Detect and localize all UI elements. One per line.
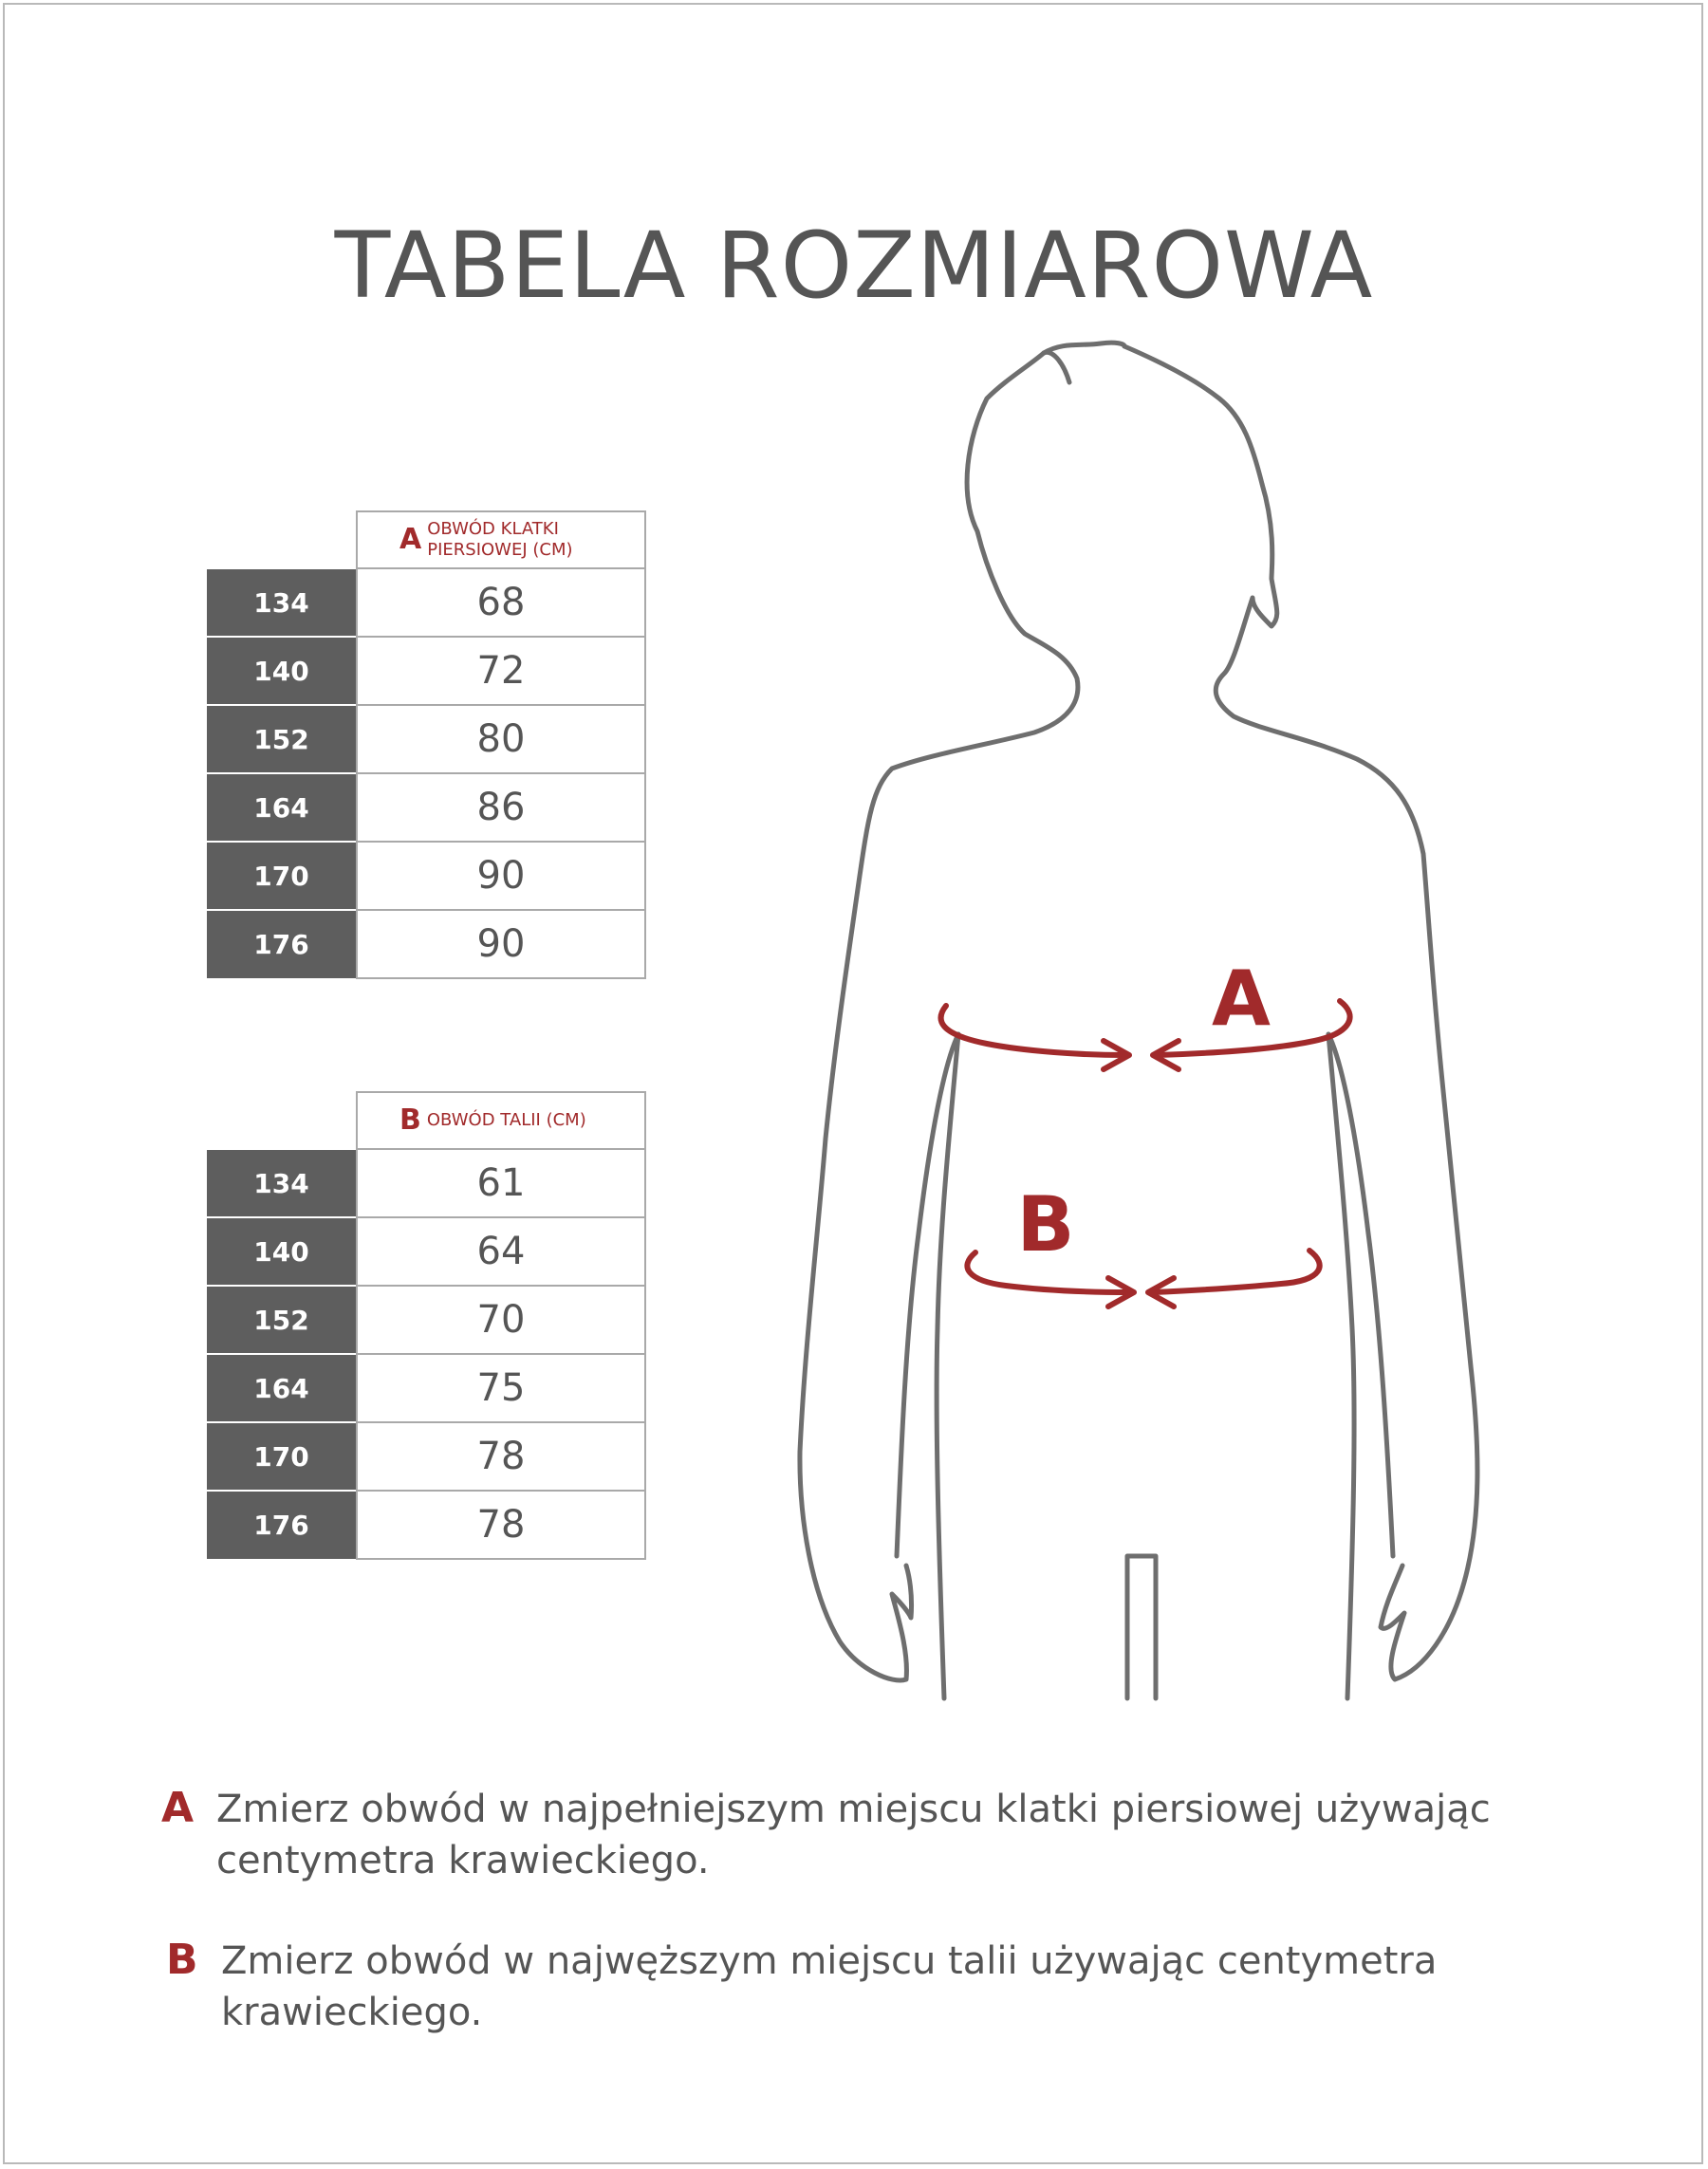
table-row (207, 1422, 645, 1491)
value-cell: 78 (357, 1491, 645, 1559)
header-label: OBWÓD KLATKI PIERSIOWEJ (CM) (427, 519, 573, 560)
torso-right (1328, 1034, 1354, 1698)
header-letter: A (399, 523, 422, 556)
crotch-line (1127, 1556, 1156, 1698)
note-letter: A (161, 1784, 195, 1832)
value-cell: 70 (357, 1286, 645, 1354)
table-row (207, 1354, 645, 1422)
body-figure (778, 323, 1509, 1717)
value-cell: 61 (357, 1149, 645, 1217)
size-cell: 164 (207, 1354, 357, 1422)
size-cell: 140 (207, 637, 357, 705)
size-cell: 176 (207, 1491, 357, 1559)
chest-measure-left (941, 1006, 1124, 1055)
size-cell: 134 (207, 1149, 357, 1217)
table-header (357, 511, 645, 568)
value-cell: 90 (357, 842, 645, 910)
header-label: OBWÓD TALII (CM) (426, 1110, 586, 1130)
table-row (207, 1286, 645, 1354)
waist-measure-right (1153, 1251, 1320, 1292)
size-cell: 152 (207, 705, 357, 773)
value-cell: 64 (357, 1217, 645, 1286)
size-cell: 152 (207, 1286, 357, 1354)
table-row (207, 705, 645, 773)
head-top (1044, 343, 1124, 353)
note-text: Zmierz obwód w najwęższym miejscu talii używając centymetra krawieckiego. (221, 1939, 1438, 2034)
value-cell: 80 (357, 705, 645, 773)
table-row (207, 773, 645, 842)
header-letter: B (399, 1103, 421, 1137)
size-cell: 176 (207, 910, 357, 978)
table-row (207, 910, 645, 978)
note-letter: B (166, 1936, 198, 1984)
value-cell: 86 (357, 773, 645, 842)
table-row (207, 1149, 645, 1217)
table-row (207, 842, 645, 910)
size-cell: 170 (207, 1422, 357, 1491)
measure-label-b: B (1016, 1180, 1075, 1269)
size-cell: 164 (207, 773, 357, 842)
value-cell: 68 (357, 568, 645, 637)
table-row (207, 1491, 645, 1559)
table-header-row (207, 1092, 645, 1149)
value-cell: 90 (357, 910, 645, 978)
torso-left (937, 1034, 958, 1698)
waist-size-table (207, 1091, 646, 1560)
table-row (207, 637, 645, 705)
value-cell: 78 (357, 1422, 645, 1491)
table-row (207, 568, 645, 637)
measure-label-a: A (1212, 955, 1271, 1043)
size-cell: 140 (207, 1217, 357, 1286)
size-cell: 170 (207, 842, 357, 910)
size-cell: 134 (207, 568, 357, 637)
value-cell: 72 (357, 637, 645, 705)
chest-size-table (207, 510, 646, 979)
table-row (207, 1217, 645, 1286)
table-header-row (207, 511, 645, 568)
note-text: Zmierz obwód w najpełniejszym miejscu klatki piersiowej używając centymetra krawieckiego. (216, 1788, 1491, 1882)
arm-right-inner (1328, 1034, 1393, 1556)
page-title: TABELA ROZMIAROWA (334, 213, 1374, 320)
head-right (1124, 346, 1477, 1679)
table-header (357, 1092, 645, 1149)
value-cell: 75 (357, 1354, 645, 1422)
